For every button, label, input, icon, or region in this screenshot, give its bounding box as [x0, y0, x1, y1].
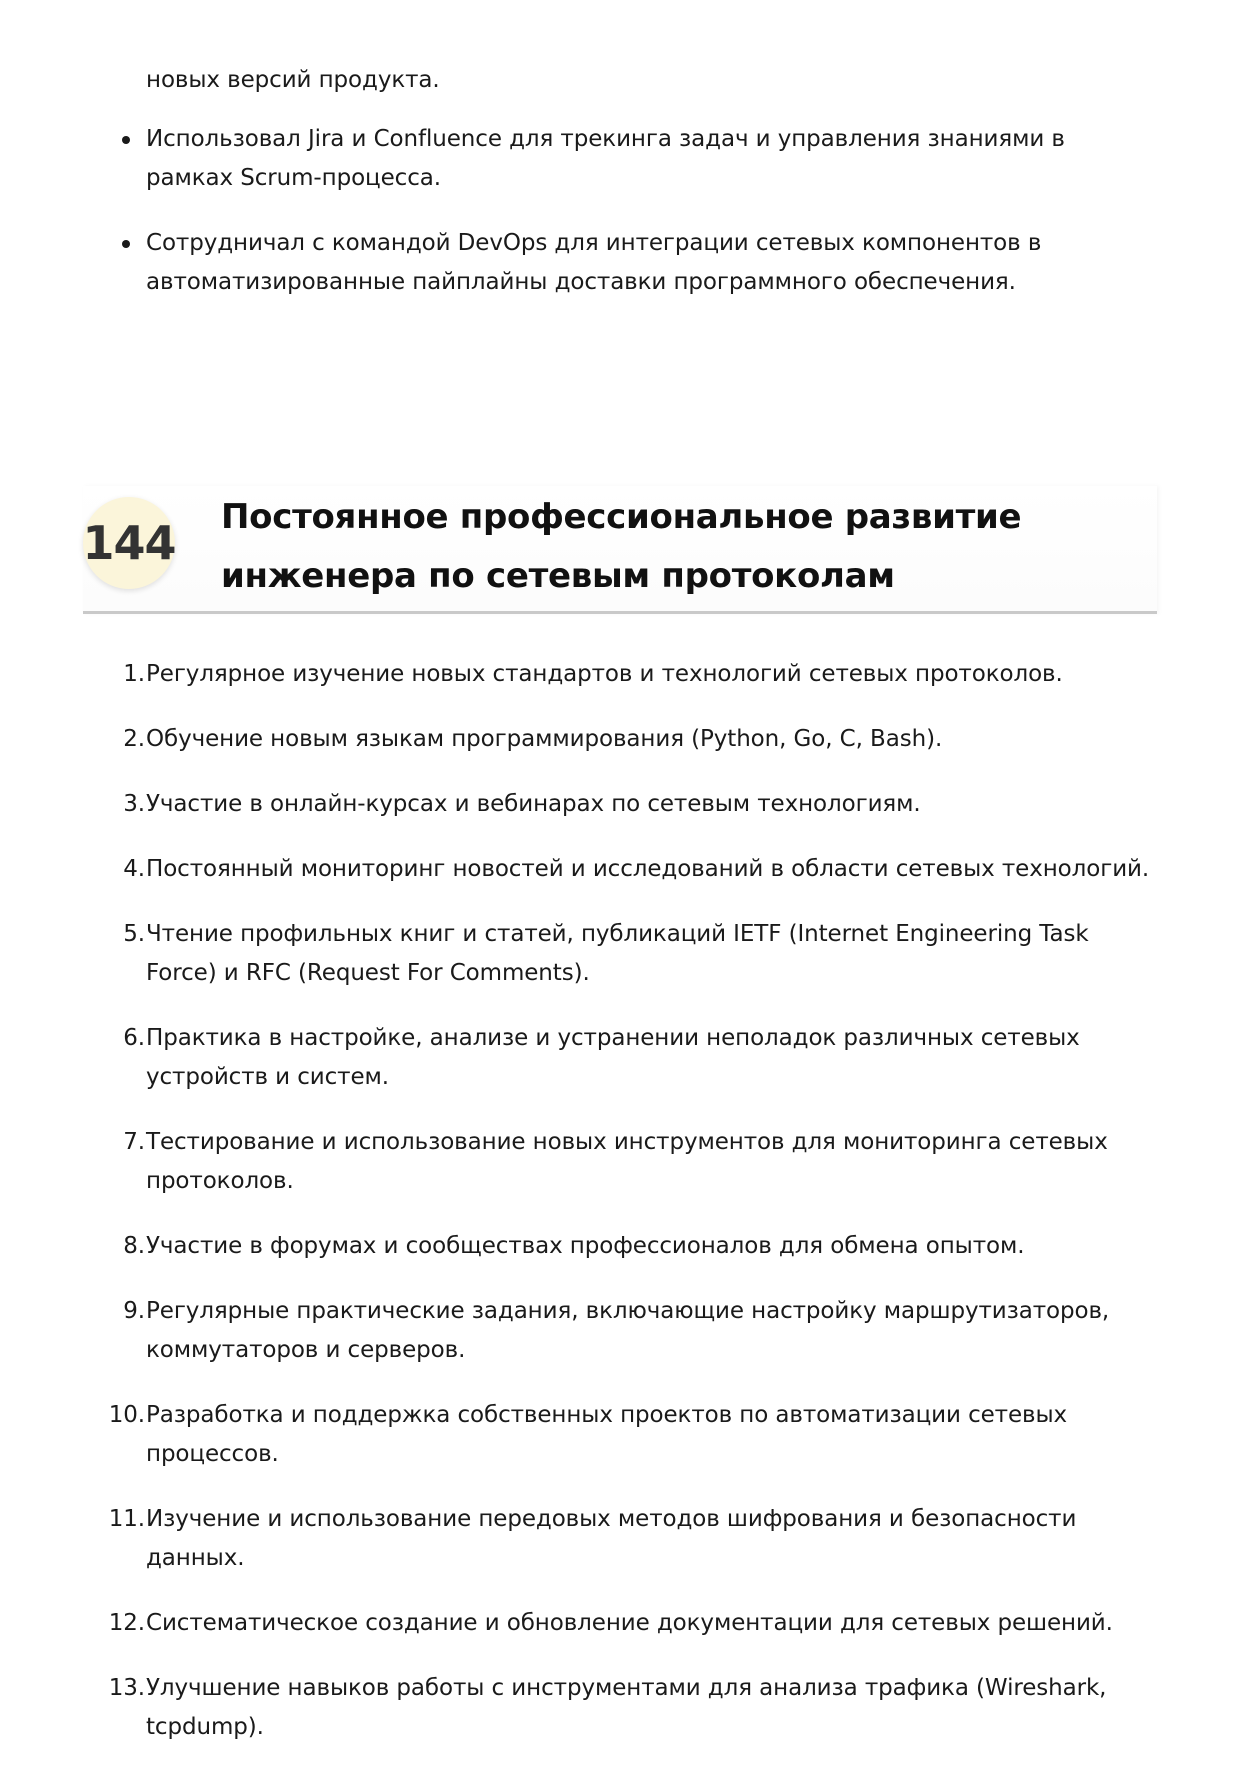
bullet-dot [122, 240, 130, 248]
item-text: Улучшение навыков работы с инструментами для анализа трафика (Wireshark, tcpdump). [146, 1675, 1107, 1740]
item-number: 9. [123, 1298, 145, 1324]
item-text: Регулярное изучение новых стандартов и технологий сетевых протоколов. [146, 661, 1063, 687]
item-text: Тестирование и использование новых инструментов для мониторинга сетевых протоколов. [146, 1129, 1108, 1194]
item-text: Регулярные практические задания, включающие настройку маршрутизаторов, коммутаторов и серверов. [146, 1298, 1110, 1363]
list-item [123, 720, 1156, 759]
item-text: Разработка и поддержка собственных проектов по автоматизации сетевых процессов. [146, 1402, 1068, 1467]
list-item [123, 1123, 1156, 1201]
item-text: Изучение и использование передовых методов шифрования и безопасности данных. [146, 1506, 1077, 1571]
item-number: 4. [123, 856, 145, 882]
section-title: Постоянное профессиональное развитие инженера по сетевым протоколам [221, 497, 1022, 596]
list-item [123, 850, 1156, 889]
list-item [123, 915, 1156, 993]
list-item [123, 785, 1156, 824]
list-item [123, 1292, 1156, 1370]
item-text: Практика в настройке, анализе и устранении неполадок различных сетевых устройств и систем. [146, 1025, 1080, 1090]
bullet-item [146, 224, 1156, 302]
item-number: 5. [123, 921, 145, 947]
item-number: 12. [108, 1610, 145, 1636]
item-number: 13. [108, 1675, 145, 1701]
item-number: 10. [108, 1402, 145, 1428]
list-item [108, 1500, 1156, 1578]
section-number-badge: 144 [83, 497, 175, 589]
bullet-text: Сотрудничал с командой DevOps для интеграции сетевых компонентов в автоматизированные пайплайны доставки программного обеспечения. [146, 230, 1042, 295]
bullet-list [146, 120, 1156, 328]
bullet-dot [122, 136, 130, 144]
list-item [108, 1604, 1156, 1643]
item-number: 2. [123, 726, 145, 752]
item-number: 6. [123, 1025, 145, 1051]
item-text: Систематическое создание и обновление документации для сетевых решений. [146, 1610, 1113, 1636]
bullet-item [146, 120, 1156, 198]
list-item [123, 1019, 1156, 1097]
bullet-text: Использовал Jira и Confluence для трекинга задач и управления знаниями в рамках Scrum-процесса. [146, 126, 1065, 191]
item-text: Обучение новым языкам программирования (Python, Go, C, Bash). [146, 726, 943, 752]
item-text: Чтение профильных книг и статей, публикаций IETF (Internet Engineering Task Force) и RFC (Request For Comments). [146, 921, 1089, 986]
list-item [108, 1669, 1156, 1747]
continuation-text: новых версий продукта. [146, 67, 440, 93]
item-number: 7. [123, 1129, 145, 1155]
item-number: 1. [123, 661, 145, 687]
item-number: 3. [123, 791, 145, 817]
item-text: Постоянный мониторинг новостей и исследований в области сетевых технологий. [146, 856, 1150, 882]
item-text: Участие в онлайн-курсах и вебинарах по сетевым технологиям. [146, 791, 921, 817]
list-item [123, 655, 1156, 694]
item-number: 11. [108, 1506, 145, 1532]
list-item [108, 1396, 1156, 1474]
numbered-list [108, 655, 1156, 1773]
item-number: 8. [123, 1233, 145, 1259]
section-header [83, 486, 1157, 614]
list-item [123, 1227, 1156, 1266]
item-text: Участие в форумах и сообществах профессионалов для обмена опытом. [146, 1233, 1025, 1259]
